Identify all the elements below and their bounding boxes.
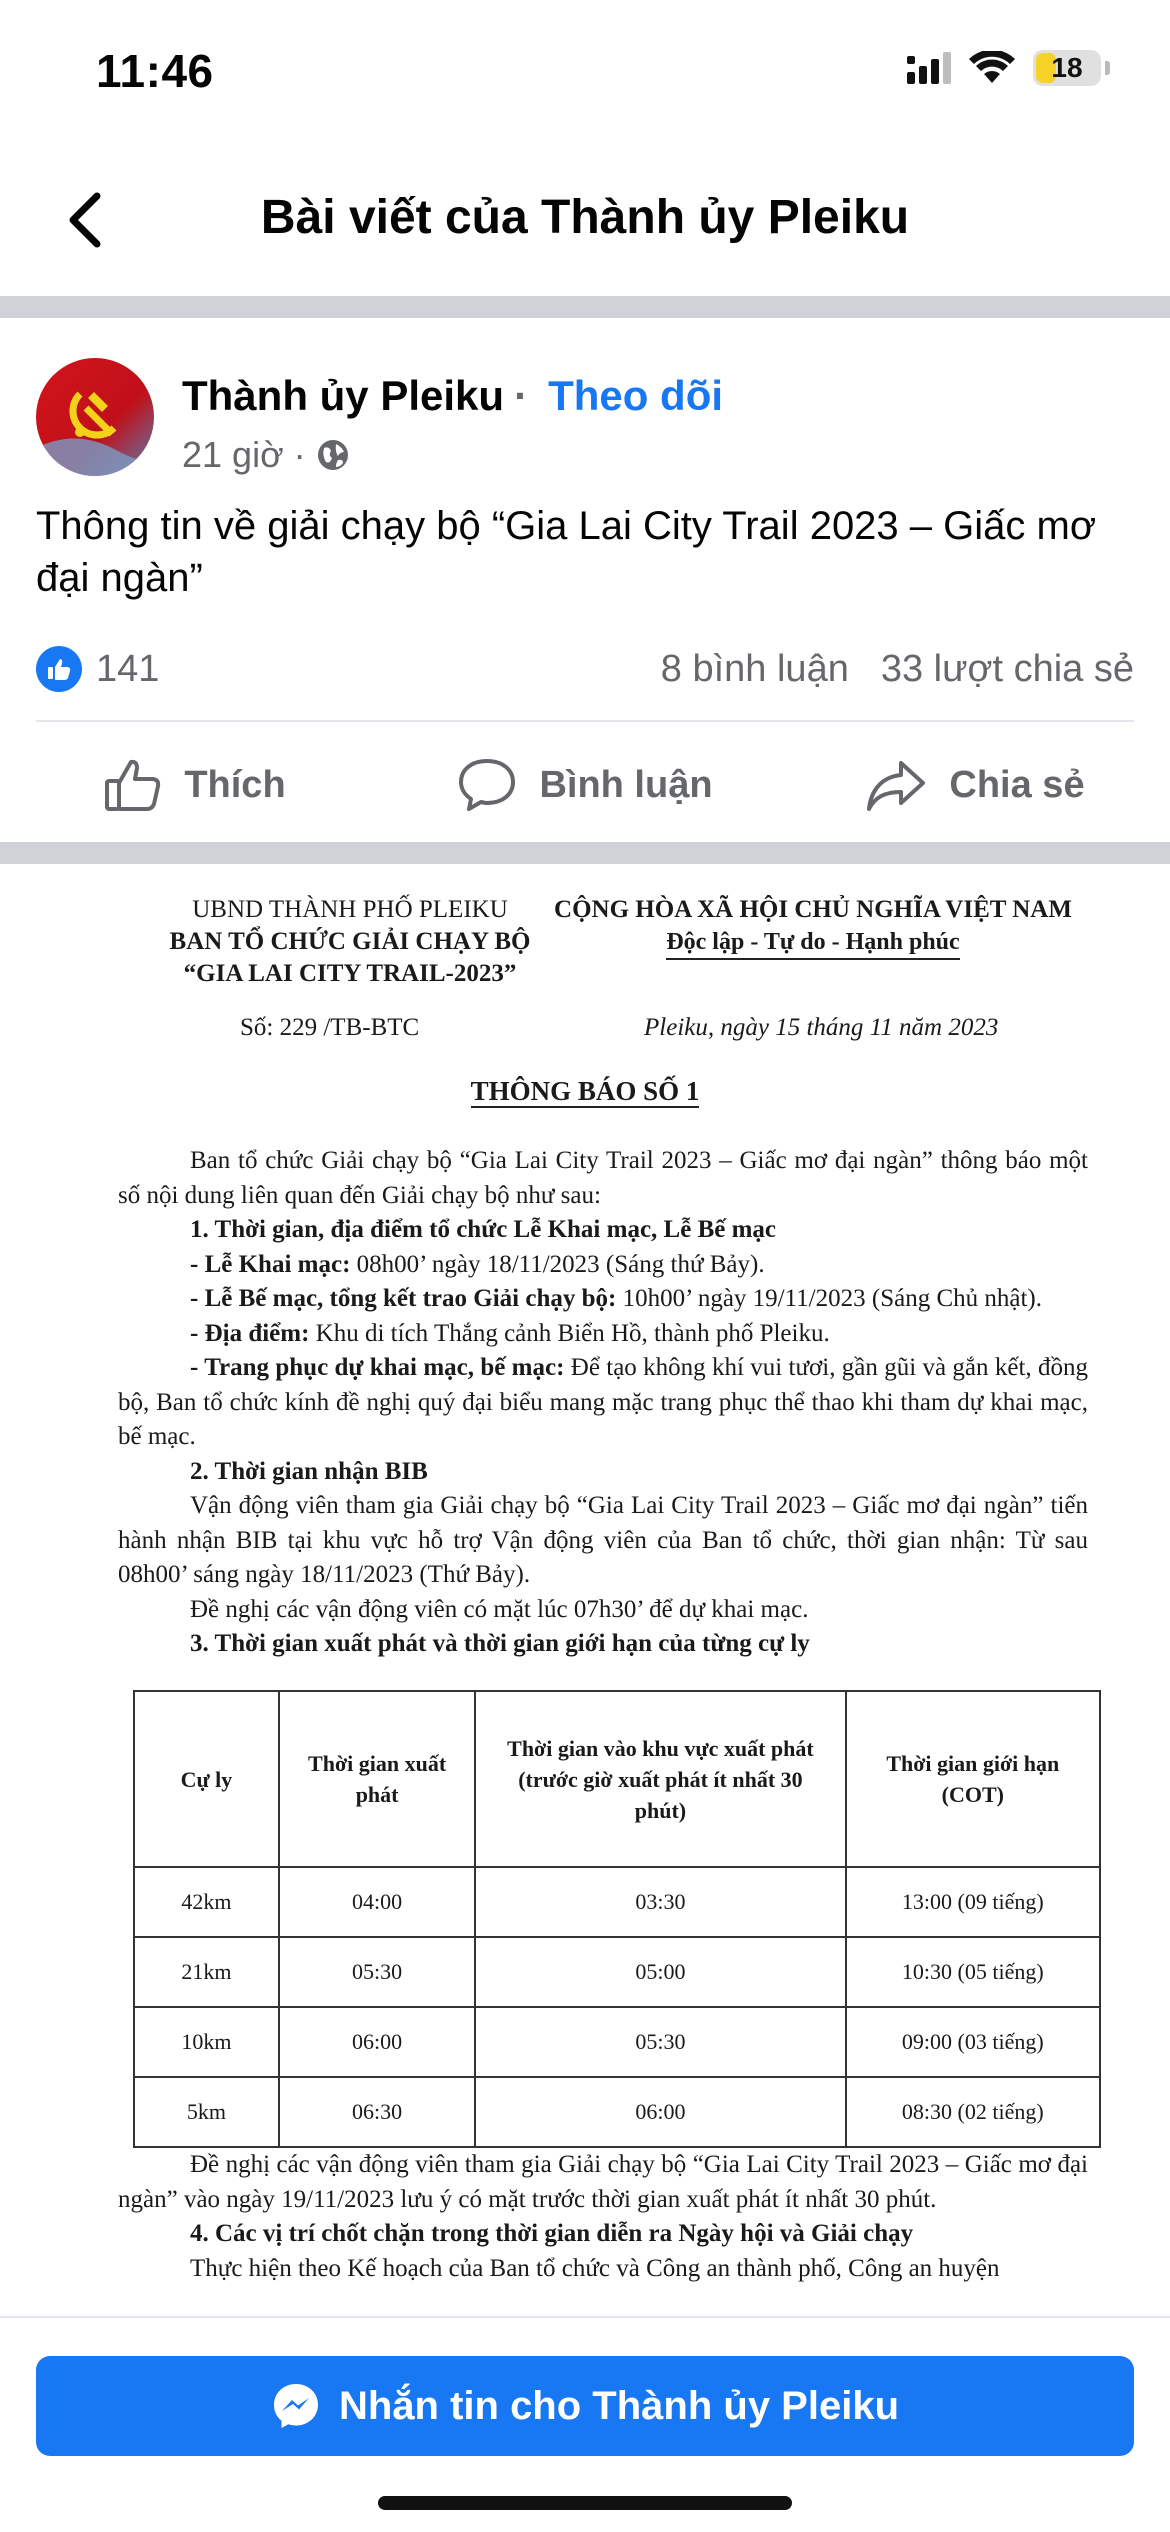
post-image-document[interactable] — [0, 866, 1170, 2316]
table-cell: 08:30 (02 tiếng) — [846, 2077, 1100, 2147]
doc-location-text: Khu di tích Thắng cảnh Biển Hồ, thành phố Pleiku. — [309, 1319, 830, 1347]
doc-after-table — [118, 2148, 1088, 2286]
thumbs-up-icon — [104, 757, 162, 813]
table-row — [134, 1867, 1100, 1937]
like-count[interactable] — [36, 646, 159, 692]
table-cell: 13:00 (09 tiếng) — [846, 1867, 1100, 1937]
doc-location-label: - Địa điểm: — [190, 1319, 310, 1347]
status-bar — [0, 0, 1170, 140]
message-page-button[interactable] — [36, 2356, 1134, 2456]
doc-dress-code — [118, 1351, 1088, 1455]
table-cell: 5km — [134, 2077, 279, 2147]
post-header — [0, 320, 1170, 500]
doc-committee: BAN TỔ CHỨC GIẢI CHẠY BỘ — [169, 928, 531, 955]
doc-opening-text: 08h00’ ngày 18/11/2023 (Sáng thứ Bảy). — [350, 1250, 765, 1278]
doc-section-4-text: Thực hiện theo Kế hoạch của Ban tổ chức và Công an thành phố, Công an huyện — [190, 2254, 1000, 2282]
table-header: Thời gian vào khu vực xuất phát (trước giờ xuất phát ít nhất 30 phút) — [475, 1691, 845, 1867]
doc-event-name: “GIA LAI CITY TRAIL-2023” — [183, 960, 517, 987]
table-cell: 10km — [134, 2007, 279, 2077]
doc-intro: Ban tổ chức Giải chạy bộ “Gia Lai City Trail 2023 – Giấc mơ đại ngàn” thông báo một số nội dung liên quan đến Giải chạy bộ như sau: — [118, 1147, 1088, 1209]
section-divider-2 — [0, 842, 1170, 864]
engagement-stats — [661, 648, 1134, 691]
doc-title — [0, 1076, 1170, 1107]
like-reaction-icon — [36, 646, 82, 692]
avatar[interactable] — [36, 358, 154, 476]
like-count-text: 141 — [96, 647, 160, 690]
table-cell: 06:00 — [279, 2007, 475, 2077]
home-indicator[interactable] — [378, 2496, 792, 2510]
table-cell: 03:30 — [475, 1867, 845, 1937]
separator-dot: · — [514, 372, 529, 419]
doc-body — [118, 1144, 1088, 1662]
author-name[interactable]: Thành ủy Pleiku — [182, 372, 505, 419]
wifi-icon — [969, 51, 1015, 85]
comment-count[interactable]: 8 bình luận — [660, 647, 849, 690]
post-text: Thông tin về giải chạy bộ “Gia Lai City Trail 2023 – Giấc mơ đại ngàn” — [36, 504, 1097, 600]
doc-dress-label: - Trang phục dự khai mạc, bế mạc: — [190, 1354, 565, 1381]
post-actions — [0, 730, 1170, 840]
status-icons — [907, 50, 1110, 86]
doc-section-3-heading: 3. Thời gian xuất phát và thời gian giới hạn của từng cự ly — [190, 1630, 810, 1657]
comment-label: Bình luận — [539, 763, 713, 806]
battery-icon — [1033, 50, 1101, 86]
table-header: Thời gian xuất phát — [279, 1691, 475, 1867]
table-cell: 06:30 — [279, 2077, 475, 2147]
doc-closing-label: - Lễ Bế mạc, tổng kết trao Giải chạy bộ: — [190, 1285, 617, 1312]
doc-dress-text: Để tạo không khí vui tươi, gần gũi và gắn kết, đồng bộ, Ban tổ chức kính đề nghị quý đại biểu mang mặc trang phục thể thao khi tham dự khai mạc, bế mạc. — [118, 1354, 1088, 1450]
doc-section-2-note: Đề nghị các vận động viên có mặt lúc 07h30’ để dự khai mạc. — [190, 1595, 809, 1623]
table-cell: 05:00 — [475, 1937, 845, 2007]
table-header-row — [134, 1691, 1100, 1867]
table-cell: 04:00 — [279, 1867, 475, 1937]
comment-bubble-icon — [457, 757, 517, 813]
table-cell: 09:00 (03 tiếng) — [846, 2007, 1100, 2077]
like-label: Thích — [184, 763, 286, 806]
section-divider — [0, 296, 1170, 318]
table-row — [134, 2007, 1100, 2077]
battery-cap — [1105, 61, 1110, 75]
post-time[interactable]: 21 giờ — [182, 434, 284, 475]
doc-location — [118, 1317, 1088, 1352]
table-cell: 42km — [134, 1867, 279, 1937]
table-cell: 06:00 — [475, 2077, 845, 2147]
stats-divider — [36, 720, 1134, 722]
doc-country: CỘNG HÒA XÃ HỘI CHỦ NGHĨA VIỆT NAM — [554, 896, 1072, 923]
table-cell: 10:30 (05 tiếng) — [846, 1937, 1100, 2007]
post-stats — [36, 634, 1134, 704]
doc-section-1-heading: 1. Thời gian, địa điểm tổ chức Lễ Khai mạc, Lễ Bế mạc — [190, 1216, 777, 1243]
table-row — [134, 2077, 1100, 2147]
doc-section-2-heading: 2. Thời gian nhận BIB — [190, 1457, 428, 1485]
status-time: 11:46 — [96, 45, 214, 97]
table-cell: 21km — [134, 1937, 279, 2007]
page-title: Bài viết của Thành ủy Pleiku — [260, 191, 910, 244]
signal-icon — [907, 52, 951, 84]
doc-right-header — [548, 894, 1078, 960]
doc-left-header — [120, 894, 580, 990]
doc-section-2-text: Vận động viên tham gia Giải chạy bộ “Gia Lai City Trail 2023 – Giấc mơ đại ngàn” tiến hành nhận BIB tại khu vực hỗ trợ Vận động viên của Ban tổ chức, thời gian nhận: Từ sau 08h00’ sáng ngày 18/11/2023 (Thứ Bảy). — [118, 1492, 1088, 1588]
table-header: Cự ly — [134, 1691, 279, 1867]
share-count[interactable]: 33 lượt chia sẻ — [880, 647, 1134, 690]
page-header — [0, 150, 1170, 290]
table-cell: 05:30 — [475, 2007, 845, 2077]
table-row — [134, 1937, 1100, 2007]
doc-reference: Số: 229 /TB-BTC — [240, 1014, 420, 1041]
doc-date: Pleiku, ngày 15 tháng 11 năm 2023 — [644, 1014, 999, 1041]
doc-title-text: THÔNG BÁO SỐ 1 — [470, 1076, 700, 1106]
like-button[interactable] — [0, 757, 390, 813]
comment-button[interactable] — [390, 757, 780, 813]
doc-opening-label: - Lễ Khai mạc: — [190, 1250, 351, 1278]
follow-button[interactable]: Theo dõi — [548, 372, 724, 419]
doc-agency: UBND THÀNH PHỐ PLEIKU — [192, 896, 508, 923]
doc-after-table-text: Đề nghị các vận động viên tham gia Giải chạy bộ “Gia Lai City Trail 2023 – Giấc mơ đại ngàn” vào ngày 19/11/2023 lưu ý có mặt trước thời gian xuất phát ít nhất 30 phút. — [118, 2151, 1088, 2213]
message-button-label: Nhắn tin cho Thành ủy Pleiku — [338, 2383, 900, 2428]
doc-opening — [118, 1248, 1088, 1283]
party-flag-avatar-icon — [36, 358, 154, 476]
bottom-bar — [0, 2316, 1170, 2532]
table-header: Thời gian giới hạn (COT) — [846, 1691, 1100, 1867]
share-button[interactable] — [780, 757, 1170, 813]
post-meta — [182, 434, 350, 476]
doc-motto: Độc lập - Tự do - Hạnh phúc — [666, 926, 959, 960]
messenger-icon — [271, 2381, 321, 2431]
share-arrow-icon — [865, 757, 927, 813]
author-line — [182, 372, 723, 420]
distance-schedule-table — [133, 1690, 1101, 2148]
meta-separator: · — [293, 434, 306, 475]
share-label: Chia sẻ — [949, 763, 1085, 806]
globe-icon — [316, 438, 350, 472]
doc-section-4-heading: 4. Các vị trí chốt chặn trong thời gian diễn ra Ngày hội và Giải chạy — [190, 2220, 914, 2247]
doc-closing-text: 10h00’ ngày 19/11/2023 (Sáng Chủ nhật). — [616, 1285, 1042, 1312]
table-cell: 05:30 — [279, 1937, 475, 2007]
doc-closing — [118, 1282, 1088, 1317]
battery-level: 18 — [1051, 52, 1083, 83]
